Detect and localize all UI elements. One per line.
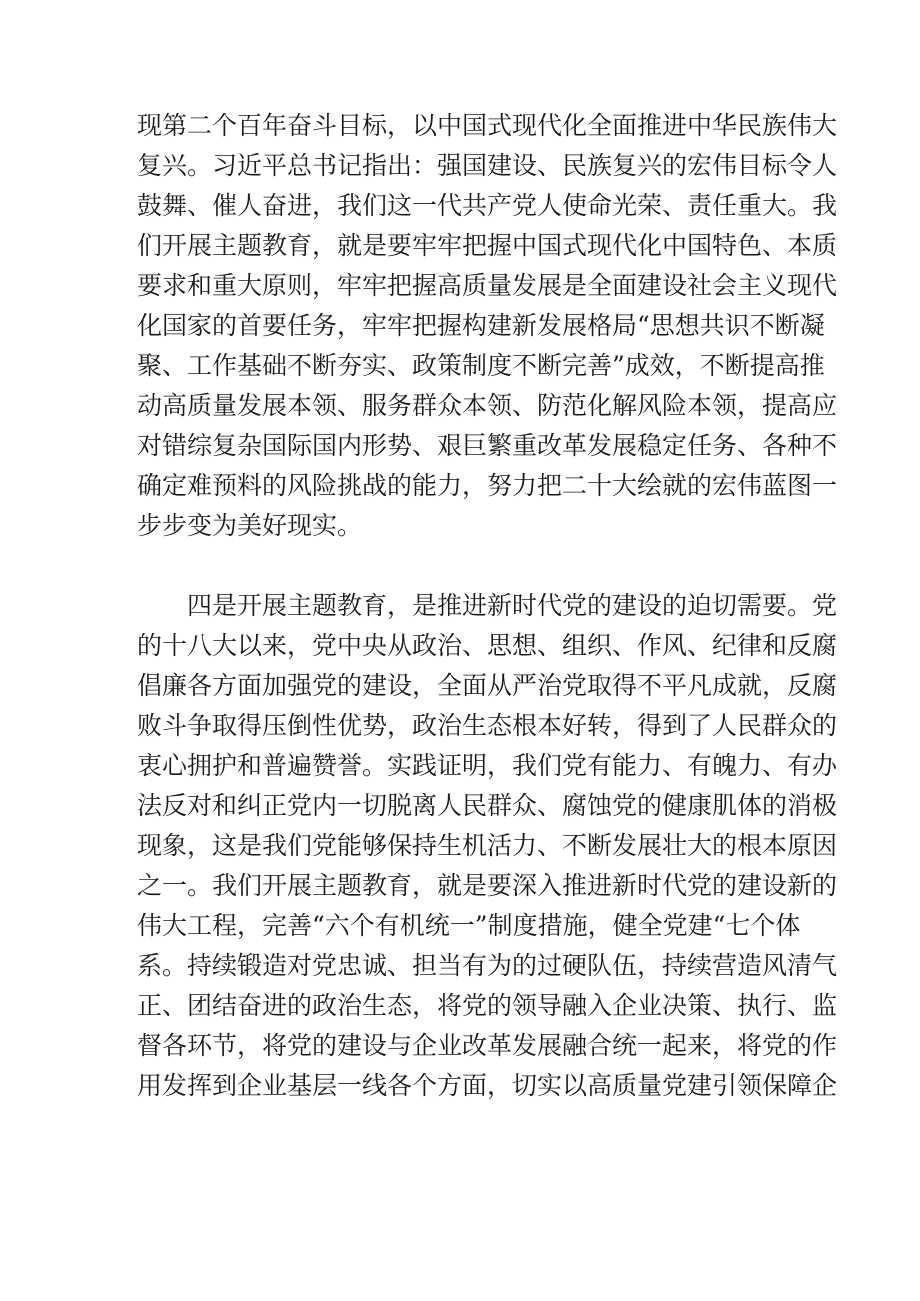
text-line: 化国家的首要任务，牢牢把握构建新发展格局“思想共识不断凝 bbox=[137, 311, 825, 340]
text-line: 系。持续锻造对党忠诚、担当有为的过硬队伍，持续营造风清气 bbox=[137, 951, 838, 980]
text-line: 现第二个百年奋斗目标，以中国式现代化全面推进中华民族伟大 bbox=[137, 111, 838, 140]
text-line: 之一。我们开展主题教育，就是要深入推进新时代党的建设新的 bbox=[137, 871, 838, 900]
text-line: 现象，这是我们党能够保持生机活力、不断发展壮大的根本原因 bbox=[137, 831, 838, 860]
text-line: 四是开展主题教育，是推进新时代党的建设的迫切需要。党 bbox=[187, 591, 838, 620]
text-line: 督各环节，将党的建设与企业改革发展融合统一起来，将党的作 bbox=[137, 1031, 838, 1060]
text-line: 鼓舞、催人奋进，我们这一代共产党人使命光荣、责任重大。我 bbox=[137, 191, 838, 220]
text-line: 确定难预料的风险挑战的能力，努力把二十大绘就的宏伟蓝图一 bbox=[137, 471, 838, 500]
text-line: 要求和重大原则，牢牢把握高质量发展是全面建设社会主义现代 bbox=[137, 271, 838, 300]
paragraph-2 bbox=[137, 586, 838, 1106]
text-line: 步步变为美好现实。 bbox=[137, 511, 363, 540]
text-line: 动高质量发展本领、服务群众本领、防范化解风险本领，提高应 bbox=[137, 391, 838, 420]
text-line: 正、团结奋进的政治生态，将党的领导融入企业决策、执行、监 bbox=[137, 991, 838, 1020]
text-line: 聚、工作基础不断夯实、政策制度不断完善”成效，不断提高推 bbox=[137, 351, 825, 380]
text-line: 法反对和纠正党内一切脱离人民群众、腐蚀党的健康肌体的消极 bbox=[137, 791, 838, 820]
text-line: 复兴。习近平总书记指出：强国建设、民族复兴的宏伟目标令人 bbox=[137, 151, 838, 180]
text-line: 的十八大以来，党中央从政治、思想、组织、作风、纪律和反腐 bbox=[137, 631, 838, 660]
text-line: 用发挥到企业基层一线各个方面，切实以高质量党建引领保障企 bbox=[137, 1071, 838, 1100]
text-line: 对错综复杂国际国内形势、艰巨繁重改革发展稳定任务、各种不 bbox=[137, 431, 838, 460]
text-line: 伟大工程，完善“六个有机统一”制度措施，健全党建“七个体 bbox=[137, 911, 801, 940]
paragraph-1 bbox=[137, 106, 838, 546]
text-line: 倡廉各方面加强党的建设，全面从严治党取得不平凡成就，反腐 bbox=[137, 671, 838, 700]
text-line: 们开展主题教育，就是要牢牢把握中国式现代化中国特色、本质 bbox=[137, 231, 838, 260]
text-line: 衷心拥护和普遍赞誉。实践证明，我们党有能力、有魄力、有办 bbox=[137, 751, 838, 780]
text-line: 败斗争取得压倒性优势，政治生态根本好转，得到了人民群众的 bbox=[137, 711, 838, 740]
